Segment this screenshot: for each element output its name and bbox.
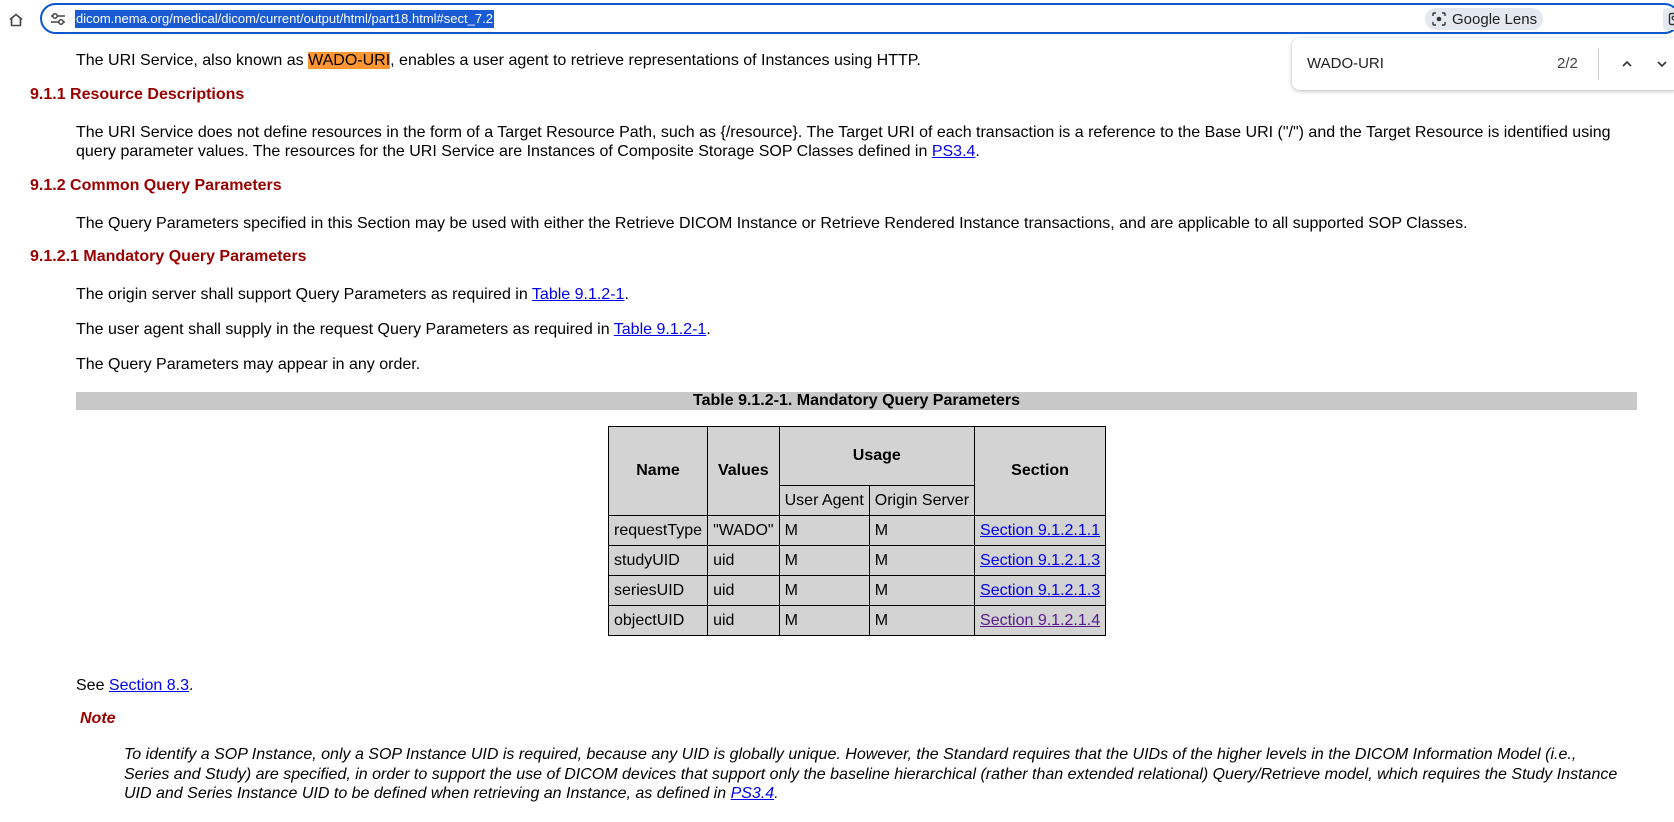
lens-icon bbox=[1432, 12, 1446, 26]
cell-values: "WADO" bbox=[708, 516, 780, 546]
period: . bbox=[774, 785, 779, 802]
period: . bbox=[706, 321, 711, 338]
order-paragraph: The Query Parameters may appear in any order. bbox=[76, 356, 421, 373]
header-user-agent: User Agent bbox=[779, 486, 869, 516]
period: . bbox=[624, 286, 629, 303]
section-8-3-link[interactable]: Section 8.3 bbox=[108, 677, 189, 694]
cell-name: objectUID bbox=[609, 606, 708, 636]
header-section: Section bbox=[975, 427, 1106, 516]
cell-values: uid bbox=[708, 606, 780, 636]
header-usage: Usage bbox=[779, 427, 974, 486]
intro-text-tail: , enables a user agent to retrieve representations of Instances using HTTP. bbox=[390, 52, 921, 69]
resource-descriptions-paragraph bbox=[76, 123, 1636, 161]
home-button[interactable] bbox=[4, 8, 28, 32]
table-row bbox=[609, 546, 1106, 576]
browser-toolbar bbox=[0, 0, 1674, 40]
cell-section bbox=[975, 576, 1106, 606]
user-agent-text: The user agent shall supply in the request Query Parameters as required in bbox=[76, 321, 614, 338]
table-row bbox=[609, 576, 1106, 606]
common-params-paragraph: The Query Parameters specified in this Section may be used with either the Retrieve DICOM Instance or Retrieve Rendered Instance transactions, and are applicable to all supported SOP Classes. bbox=[76, 215, 1468, 232]
cell-name: requestType bbox=[609, 516, 708, 546]
find-match-count: 2/2 bbox=[1557, 55, 1578, 72]
ps3-4-link[interactable]: PS3.4 bbox=[931, 143, 976, 160]
cell-values: uid bbox=[708, 546, 780, 576]
address-bar[interactable] bbox=[40, 3, 1674, 34]
table-caption: Table 9.1.2-1. Mandatory Query Parameters bbox=[76, 392, 1637, 410]
section-link[interactable]: Section 9.1.2.1.1 bbox=[980, 521, 1101, 539]
find-in-page-bar bbox=[1292, 38, 1674, 90]
table-9-1-2-1-link[interactable]: Table 9.1.2-1 bbox=[613, 321, 707, 338]
heading-9-1-2: 9.1.2 Common Query Parameters bbox=[30, 177, 282, 194]
bookmark-icon[interactable] bbox=[1663, 8, 1674, 30]
user-agent-paragraph bbox=[76, 320, 711, 339]
header-name: Name bbox=[609, 427, 708, 516]
home-icon bbox=[8, 12, 24, 28]
find-previous-button[interactable] bbox=[1616, 53, 1638, 75]
chevron-down-icon bbox=[1655, 57, 1669, 71]
cell-origin-server: M bbox=[869, 546, 974, 576]
intro-paragraph bbox=[76, 51, 921, 70]
note-body bbox=[124, 745, 1624, 804]
cell-section bbox=[975, 606, 1106, 636]
heading-9-1-2-1: 9.1.2.1 Mandatory Query Parameters bbox=[30, 248, 307, 265]
url-text[interactable]: dicom.nema.org/medical/dicom/current/output/html/part18.html#sect_7.2 bbox=[76, 11, 493, 26]
see-text: See bbox=[76, 677, 109, 694]
period: . bbox=[188, 677, 194, 694]
find-next-button[interactable] bbox=[1651, 53, 1673, 75]
table-9-1-2-1-link[interactable]: Table 9.1.2-1 bbox=[531, 286, 625, 303]
section-link[interactable]: Section 9.1.2.1.3 bbox=[980, 551, 1101, 569]
lens-label: Google Lens bbox=[1452, 10, 1538, 28]
resource-descriptions-text: The URI Service does not define resources in the form of a Target Resource Path, such as {/resource}. The Target URI of each transaction is a reference to the Base URI ("/") and the Target Resource is identified using query parameter values. The resources for the URI Service are Instances of Composite Storage SOP Classes defined in bbox=[76, 124, 1611, 160]
chevron-up-icon bbox=[1620, 57, 1634, 71]
table-row bbox=[609, 516, 1106, 546]
table-row bbox=[609, 606, 1106, 636]
cell-origin-server: M bbox=[869, 606, 974, 636]
find-highlight: WADO-URI bbox=[308, 52, 391, 69]
cell-user-agent: M bbox=[779, 516, 869, 546]
cell-user-agent: M bbox=[779, 576, 869, 606]
section-link[interactable]: Section 9.1.2.1.4 bbox=[980, 611, 1101, 629]
period: . bbox=[975, 143, 980, 160]
origin-server-paragraph bbox=[76, 285, 629, 304]
cell-user-agent: M bbox=[779, 546, 869, 576]
cell-origin-server: M bbox=[869, 516, 974, 546]
google-lens-button[interactable] bbox=[1425, 8, 1543, 30]
ps3-4-link[interactable]: PS3.4 bbox=[730, 785, 775, 802]
heading-9-1-1: 9.1.1 Resource Descriptions bbox=[30, 86, 245, 103]
note-text: To identify a SOP Instance, only a SOP Instance UID is required, because any UID is globally unique. However, the Standard requires that the UIDs of the higher levels in the DICOM Information Model (i.e., Series and Study) are specified, in order to support the use of DICOM devices that support only the baseline hierarchical (rather than extended relational) Query/Retrieve model, which requires the Study Instance UID and Series Instance UID to be defined when retrieving an Instance, as defined in bbox=[124, 746, 1618, 802]
find-divider bbox=[1598, 48, 1599, 80]
find-input[interactable]: WADO-URI bbox=[1307, 55, 1384, 72]
see-paragraph bbox=[76, 676, 193, 695]
origin-server-text: The origin server shall support Query Parameters as required in bbox=[76, 286, 532, 303]
section-link[interactable]: Section 9.1.2.1.3 bbox=[980, 581, 1101, 599]
cell-name: studyUID bbox=[609, 546, 708, 576]
cell-user-agent: M bbox=[779, 606, 869, 636]
cell-origin-server: M bbox=[869, 576, 974, 606]
mandatory-query-parameters-table bbox=[608, 426, 1106, 636]
header-origin-server: Origin Server bbox=[869, 486, 974, 516]
header-values: Values bbox=[708, 427, 780, 516]
cell-name: seriesUID bbox=[609, 576, 708, 606]
note-title: Note bbox=[80, 710, 116, 727]
site-info-icon[interactable] bbox=[49, 11, 67, 27]
intro-text: The URI Service, also known as bbox=[76, 52, 309, 69]
cell-values: uid bbox=[708, 576, 780, 606]
cell-section bbox=[975, 516, 1106, 546]
cell-section bbox=[975, 546, 1106, 576]
